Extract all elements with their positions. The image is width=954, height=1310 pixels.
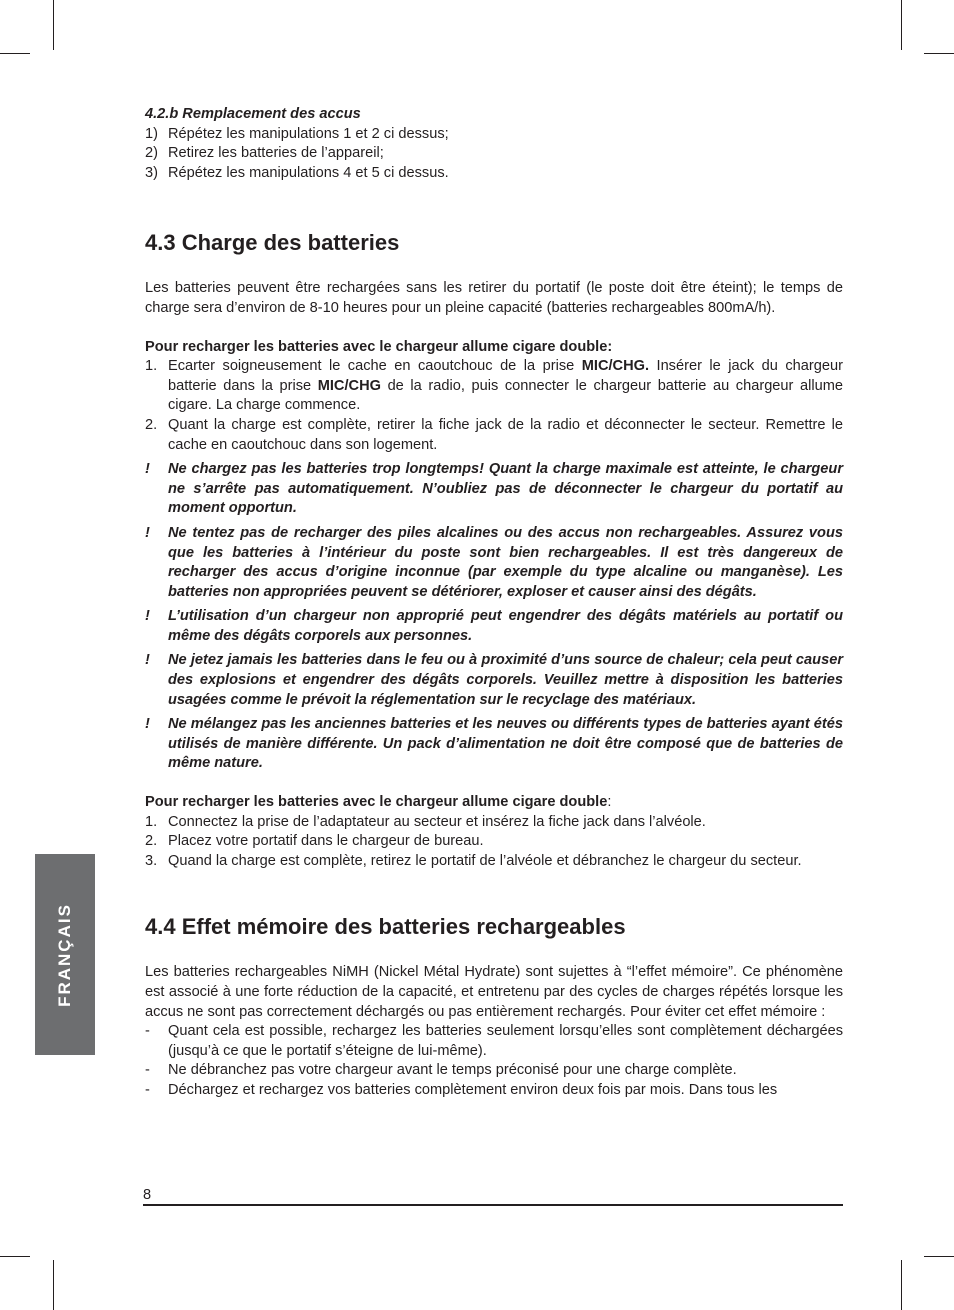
list-item: 1. Connectez la prise de l’adaptateur au secteur et insérez la fiche jack dans l’alvéole. (145, 813, 706, 830)
warning-item: ! Ne tentez pas de recharger des piles alcalines ou des accus non rechargeables. Assurez vous que les batteries à l’intérieur du poste sont bien rechargeables. Il est très dangereux de recharger des accus d’origine inconnue (par exemple du type alcaline ou manganèse). Les batteries non appropriées peuvent se détériorer, exploser et causer ainsi des dégâts. (145, 524, 843, 600)
warnings (145, 460, 843, 774)
charge-steps (145, 357, 843, 455)
language-tab (35, 854, 95, 1055)
procedure-heading: Pour recharger les batteries avec le chargeur allume cigare double: (145, 794, 612, 811)
warning-item: ! Ne mélangez pas les anciennes batteries et les neuves ou différents types de batteries ayant étés utilisés de manière différente. Un pack d’alimentation ne doit être composé que de batteries de même nature. (145, 716, 843, 772)
list-item: 3) Répétez les manipulations 4 et 5 ci dessus. (145, 164, 449, 181)
crop-mark (53, 1260, 54, 1310)
crop-mark (901, 0, 902, 50)
list-item: 1. Ecarter soigneusement le cache en caoutchouc de la prise MIC/CHG. Insérer le jack du chargeur batterie dans la prise MIC/CHG de la radio, puis connecter le chargeur batterie au chargeur allume cigare. La charge commence. (145, 358, 843, 414)
section-intro: Les batteries peuvent être rechargées sans les retirer du portatif (le poste doit être éteint); le temps de charge sera d’environ de 8-10 heures pour un pleine capacité (batteries rechargeables 800mA/h). (145, 280, 843, 316)
crop-mark (901, 1260, 902, 1310)
section-heading-memory-effect: 4.4 Effet mémoire des batteries rechargeables (145, 914, 626, 940)
list-item: - Déchargez et rechargez vos batteries complètement environ deux fois par mois. Dans tous les (145, 1081, 778, 1098)
warning-item: ! Ne chargez pas les batteries trop longtemps! Quant la charge maximale est atteinte, le chargeur ne s’arrête pas automatiquement. N’oubliez pas de déconnecter le chargeur du portatif au moment opportun. (145, 461, 843, 517)
crop-mark (0, 1256, 30, 1257)
desk-charger-steps (145, 813, 843, 872)
crop-mark (0, 53, 30, 54)
list-item: - Quant cela est possible, rechargez les batteries seulement lorsqu’elles sont complètement déchargées (jusqu’à ce que le portatif s’éteigne de lui-même). (145, 1023, 843, 1059)
section-heading-charge: 4.3 Charge des batteries (145, 230, 400, 256)
warning-item: ! L’utilisation d’un chargeur non approprié peut engendrer des dégâts matériels au portatif ou même des dégâts corporels aux personnes. (145, 608, 843, 644)
section-intro: Les batteries rechargeables NiMH (Nickel Métal Hydrate) sont sujettes à “l’effet mémoire”. Ce phénomène est associé à une forte réduction de la capacité, et entretenu par des cycles de charges répétés lorsque les accus ne sont pas correctement déchargés ou pas entièrement rechargés. Pour éviter cet effet mémoire : (145, 964, 843, 1020)
list-item: 1) Répétez les manipulations 1 et 2 ci dessus; (145, 125, 449, 142)
list-item: 3. Quand la charge est complète, retirez le portatif de l’alvéole et débranchez le chargeur du secteur. (145, 852, 802, 869)
procedure-heading: Pour recharger les batteries avec le chargeur allume cigare double: (145, 338, 613, 355)
crop-mark (53, 0, 54, 50)
footer-rule (143, 1204, 843, 1206)
list-item: - Ne débranchez pas votre chargeur avant le temps préconisé pour une charge complète. (145, 1062, 737, 1079)
page-content (145, 105, 843, 1101)
list-item: 2. Placez votre portatif dans le chargeur de bureau. (145, 833, 484, 850)
page-number: 8 (143, 1187, 152, 1203)
warning-item: ! Ne jetez jamais les batteries dans le feu ou à proximité d’uns source de chaleur; cela peut causer des explosions et engendrer des dégâts corporels. Veuillez mettre à disposition les batteries usagées comme le prévoit la réglementation sur le recyclage des matériaux. (145, 652, 843, 708)
list-item: 2. Quant la charge est complète, retirer la fiche jack de la radio et déconnecter le secteur. Remettre le cache en caoutchouc dans son logement. (145, 416, 843, 453)
crop-mark (924, 53, 954, 54)
language-tab-label: FRANÇAIS (55, 902, 74, 1007)
subsection-heading: 4.2.b Remplacement des accus (145, 106, 361, 122)
replacement-steps (145, 125, 843, 184)
subsection-42b (145, 105, 843, 183)
memory-effect-tips (145, 1022, 843, 1100)
crop-mark (924, 1256, 954, 1257)
list-item: 2) Retirez les batteries de l’appareil; (145, 145, 384, 162)
